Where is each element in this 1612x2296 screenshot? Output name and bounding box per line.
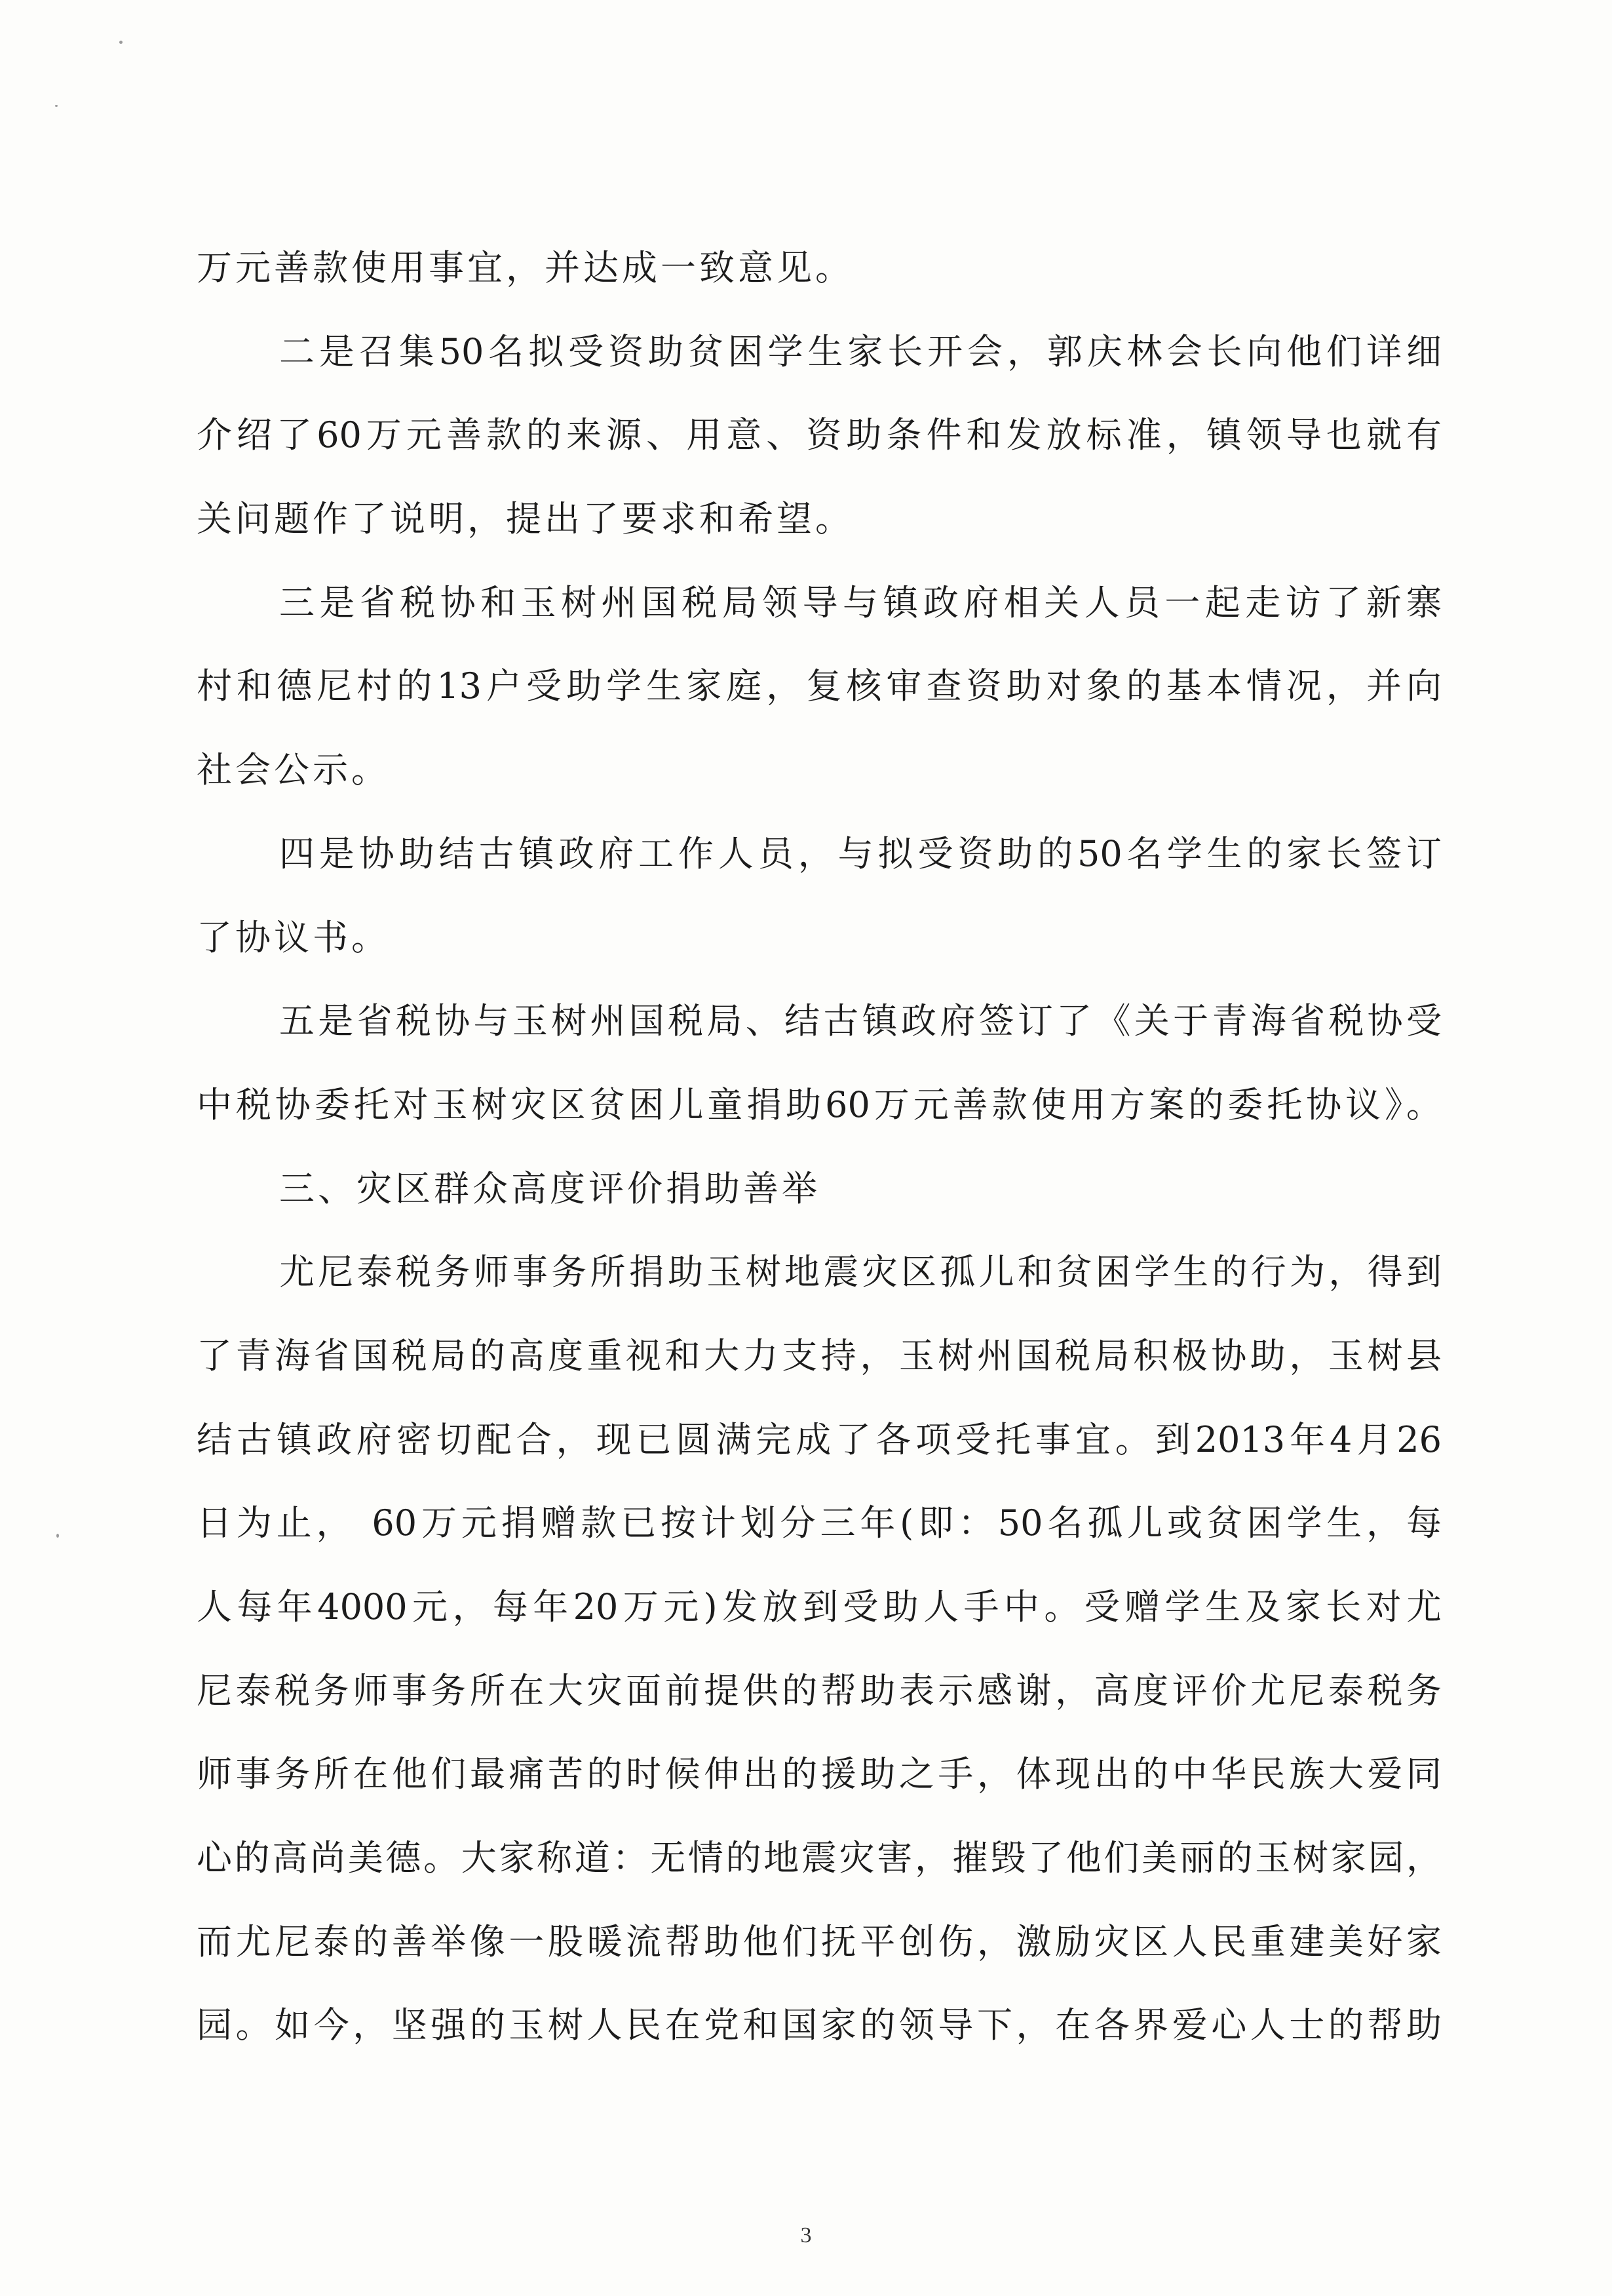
- text-line: 人每年4000元，每年20万元)发放到受助人手中。受赠学生及家长对尤: [197, 1586, 1442, 1627]
- text-line: 师事务所在他们最痛苦的时候伸出的援助之手，体现出的中华民族大爱同: [197, 1753, 1442, 1795]
- text-line: 尼泰税务师事务所在大灾面前提供的帮助表示感谢，高度评价尤尼泰税务: [197, 1669, 1442, 1711]
- text-line: 了协议书。: [197, 916, 390, 958]
- text-line: 心的高尚美德。大家称道：无情的地震灾害，摧毁了他们美丽的玉树家园，: [197, 1837, 1442, 1879]
- text-line: 万元善款使用事宜，并达成一致意见。: [197, 247, 854, 288]
- body-text: [197, 226, 1442, 2067]
- text-line: 中税协委托对玉树灾区贫困儿童捐助60万元善款使用方案的委托协议》。: [197, 1083, 1442, 1125]
- text-line: 园。如今，坚强的玉树人民在党和国家的领导下，在各界爱心人士的帮助: [197, 2004, 1442, 2046]
- text-line: 关问题作了说明，提出了要求和希望。: [197, 498, 854, 540]
- text-line: 五是省税协与玉树州国税局、结古镇政府签订了《关于青海省税协受: [279, 1000, 1442, 1042]
- text-line: 结古镇政府密切配合，现已圆满完成了各项受托事宜。到2013年4月26: [197, 1418, 1442, 1460]
- text-line: 日为止， 60万元捐赠款已按计划分三年(即：50名孤儿或贫困学生，每: [197, 1502, 1442, 1544]
- page-number: 3: [800, 2223, 812, 2247]
- section-heading: 三、灾区群众高度评价捐助善举: [279, 1167, 820, 1209]
- text-line: 尤尼泰税务师事务所捐助玉树地震灾区孤儿和贫困学生的行为，得到: [279, 1251, 1442, 1293]
- text-line: 三是省税协和玉树州国税局领导与镇政府相关人员一起走访了新寨: [279, 581, 1442, 623]
- text-line: 四是协助结古镇政府工作人员，与拟受资助的50名学生的家长签订: [279, 832, 1442, 874]
- text-line: 介绍了60万元善款的来源、用意、资助条件和发放标准，镇领导也就有: [197, 414, 1442, 456]
- text-line: 村和德尼村的13户受助学生家庭，复核审查资助对象的基本情况，并向: [197, 665, 1442, 707]
- scan-speck: [56, 1534, 59, 1538]
- text-line: 了青海省国税局的高度重视和大力支持，玉树州国税局积极协助，玉树县: [197, 1334, 1442, 1376]
- text-line: 而尤尼泰的善举像一股暖流帮助他们抚平创伤，激励灾区人民重建美好家: [197, 1920, 1442, 1962]
- scan-speck: [55, 105, 58, 107]
- text-line: 二是召集50名拟受资助贫困学生家长开会，郭庆林会长向他们详细: [279, 330, 1442, 372]
- text-line: 社会公示。: [197, 749, 390, 791]
- scan-speck: [119, 41, 123, 44]
